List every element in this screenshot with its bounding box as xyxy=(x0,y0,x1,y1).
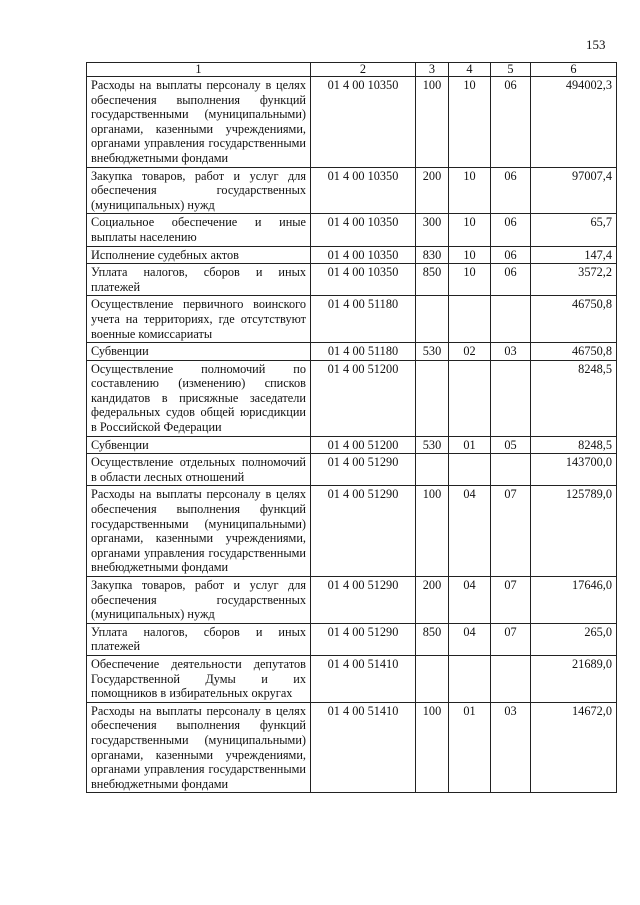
table-row xyxy=(87,264,617,296)
row-amount: 8248,5 xyxy=(531,436,617,454)
row-amount: 143700,0 xyxy=(531,454,617,486)
row-amount: 65,7 xyxy=(531,214,617,246)
row-section: 02 xyxy=(449,343,491,361)
table-row xyxy=(87,436,617,454)
row-description: Осуществление первичного воинского учета на территориях, где отсутствуют военные комиссариаты xyxy=(87,296,311,343)
table-row xyxy=(87,167,617,214)
row-description: Осуществление полномочий по составлению (изменению) списков кандидатов в присяжные заседатели федеральных судов общей юрисдикции в Российской Федерации xyxy=(87,360,311,436)
row-description: Субвенции xyxy=(87,436,311,454)
row-subsection: 03 xyxy=(491,343,531,361)
row-subsection xyxy=(491,454,531,486)
budget-table xyxy=(86,62,617,793)
table-row xyxy=(87,214,617,246)
row-code: 01 4 00 51290 xyxy=(311,486,416,577)
row-section: 01 xyxy=(449,702,491,793)
row-amount: 494002,3 xyxy=(531,77,617,168)
row-code: 01 4 00 51180 xyxy=(311,343,416,361)
row-amount: 14672,0 xyxy=(531,702,617,793)
row-expense-type: 200 xyxy=(416,577,449,624)
row-subsection: 03 xyxy=(491,702,531,793)
row-amount: 46750,8 xyxy=(531,343,617,361)
table-row xyxy=(87,623,617,655)
row-description: Расходы на выплаты персоналу в целях обеспечения выполнения функций государственными (муниципальными) органами, казенными учреждениями, органами управления государственными внебюджетными фондами xyxy=(87,486,311,577)
row-amount: 97007,4 xyxy=(531,167,617,214)
row-section xyxy=(449,655,491,702)
table-row xyxy=(87,454,617,486)
table-row xyxy=(87,343,617,361)
row-subsection xyxy=(491,360,531,436)
column-header: 4 xyxy=(449,63,491,77)
row-code: 01 4 00 10350 xyxy=(311,264,416,296)
row-code: 01 4 00 51290 xyxy=(311,577,416,624)
row-expense-type: 200 xyxy=(416,167,449,214)
table-row xyxy=(87,296,617,343)
table-row xyxy=(87,486,617,577)
row-expense-type: 850 xyxy=(416,623,449,655)
row-code: 01 4 00 51180 xyxy=(311,296,416,343)
row-amount: 125789,0 xyxy=(531,486,617,577)
row-code: 01 4 00 10350 xyxy=(311,77,416,168)
row-expense-type xyxy=(416,296,449,343)
row-description: Закупка товаров, работ и услуг для обеспечения государственных (муниципальных) нужд xyxy=(87,577,311,624)
column-header: 6 xyxy=(531,63,617,77)
row-expense-type: 300 xyxy=(416,214,449,246)
row-section: 04 xyxy=(449,577,491,624)
row-amount: 147,4 xyxy=(531,246,617,264)
row-expense-type xyxy=(416,360,449,436)
row-subsection: 06 xyxy=(491,214,531,246)
row-subsection: 07 xyxy=(491,623,531,655)
row-subsection xyxy=(491,655,531,702)
row-expense-type: 530 xyxy=(416,343,449,361)
row-subsection: 07 xyxy=(491,486,531,577)
row-section: 10 xyxy=(449,77,491,168)
row-amount: 265,0 xyxy=(531,623,617,655)
row-section: 10 xyxy=(449,264,491,296)
row-description: Социальное обеспечение и иные выплаты населению xyxy=(87,214,311,246)
row-section xyxy=(449,454,491,486)
table-header-row xyxy=(87,63,617,77)
row-description: Закупка товаров, работ и услуг для обеспечения государственных (муниципальных) нужд xyxy=(87,167,311,214)
row-description: Уплата налогов, сборов и иных платежей xyxy=(87,264,311,296)
column-header: 1 xyxy=(87,63,311,77)
row-amount: 17646,0 xyxy=(531,577,617,624)
row-amount: 8248,5 xyxy=(531,360,617,436)
row-description: Исполнение судебных актов xyxy=(87,246,311,264)
row-section xyxy=(449,360,491,436)
row-code: 01 4 00 51200 xyxy=(311,360,416,436)
row-section: 01 xyxy=(449,436,491,454)
row-code: 01 4 00 51410 xyxy=(311,702,416,793)
row-section xyxy=(449,296,491,343)
row-description: Расходы на выплаты персоналу в целях обеспечения выполнения функций государственными (муниципальными) органами, казенными учреждениями, органами управления государственными внебюджетными фондами xyxy=(87,77,311,168)
row-expense-type xyxy=(416,454,449,486)
table-row xyxy=(87,77,617,168)
row-subsection: 06 xyxy=(491,264,531,296)
row-expense-type: 100 xyxy=(416,702,449,793)
column-header: 3 xyxy=(416,63,449,77)
row-code: 01 4 00 51290 xyxy=(311,454,416,486)
row-subsection: 06 xyxy=(491,77,531,168)
row-code: 01 4 00 51200 xyxy=(311,436,416,454)
row-section: 04 xyxy=(449,486,491,577)
row-subsection: 05 xyxy=(491,436,531,454)
row-amount: 3572,2 xyxy=(531,264,617,296)
row-section: 10 xyxy=(449,167,491,214)
column-header: 2 xyxy=(311,63,416,77)
row-amount: 46750,8 xyxy=(531,296,617,343)
table-row xyxy=(87,577,617,624)
row-code: 01 4 00 10350 xyxy=(311,246,416,264)
row-expense-type: 100 xyxy=(416,77,449,168)
row-expense-type: 850 xyxy=(416,264,449,296)
row-section: 10 xyxy=(449,214,491,246)
row-expense-type: 100 xyxy=(416,486,449,577)
table-row xyxy=(87,655,617,702)
row-expense-type xyxy=(416,655,449,702)
row-subsection: 06 xyxy=(491,167,531,214)
row-description: Расходы на выплаты персоналу в целях обеспечения выполнения функций государственными (муниципальными) органами, казенными учреждениями, органами управления государственными внебюджетными фондами xyxy=(87,702,311,793)
table-row xyxy=(87,360,617,436)
column-header: 5 xyxy=(491,63,531,77)
row-description: Обеспечение деятельности депутатов Государственной Думы и их помощников в избирательных округах xyxy=(87,655,311,702)
row-amount: 21689,0 xyxy=(531,655,617,702)
row-code: 01 4 00 51410 xyxy=(311,655,416,702)
row-code: 01 4 00 51290 xyxy=(311,623,416,655)
row-expense-type: 530 xyxy=(416,436,449,454)
row-subsection xyxy=(491,296,531,343)
row-section: 04 xyxy=(449,623,491,655)
row-expense-type: 830 xyxy=(416,246,449,264)
row-description: Осуществление отдельных полномочий в области лесных отношений xyxy=(87,454,311,486)
row-section: 10 xyxy=(449,246,491,264)
row-subsection: 07 xyxy=(491,577,531,624)
row-description: Уплата налогов, сборов и иных платежей xyxy=(87,623,311,655)
row-code: 01 4 00 10350 xyxy=(311,214,416,246)
row-subsection: 06 xyxy=(491,246,531,264)
table-row xyxy=(87,246,617,264)
row-description: Субвенции xyxy=(87,343,311,361)
page-number: 153 xyxy=(586,37,606,52)
row-code: 01 4 00 10350 xyxy=(311,167,416,214)
table-row xyxy=(87,702,617,793)
